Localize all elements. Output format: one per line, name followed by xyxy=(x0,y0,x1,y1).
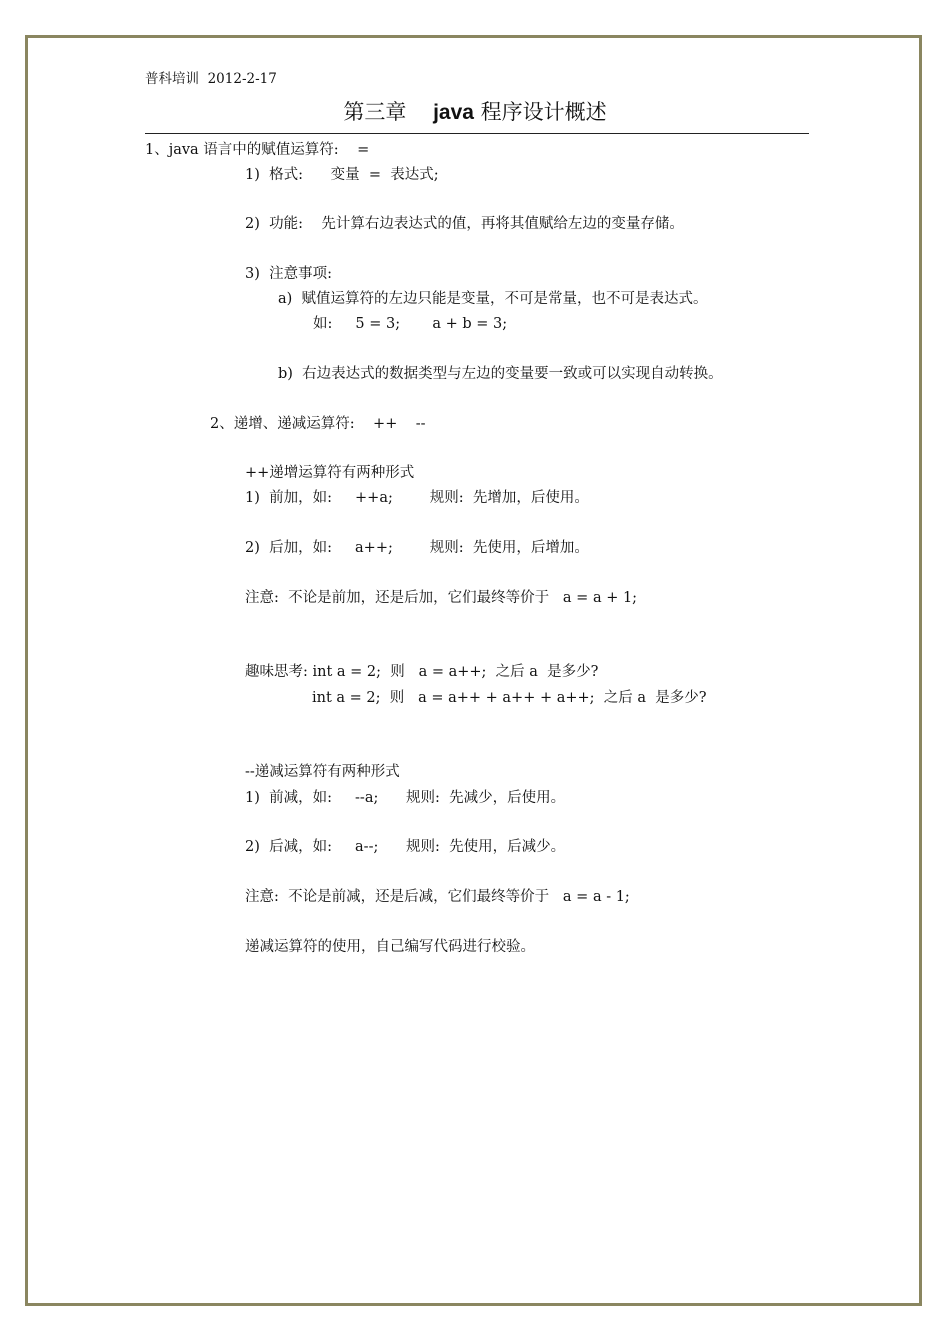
decrement-postfix: 2) 后减，如: a--; 规则: 先使用，后减少。 xyxy=(245,839,566,855)
section1-note-a: a) 赋值运算符的左边只能是变量，不可是常量，也不可是表达式。 xyxy=(278,291,708,307)
title-java: java xyxy=(433,101,474,124)
section1-item-format: 1) 格式: 变量 = 表达式; xyxy=(245,167,439,183)
section2-heading: 2、递增、递减运算符: ++ -- xyxy=(210,416,426,432)
page-title xyxy=(0,98,950,127)
decrement-prefix: 1) 前减，如: --a; 规则: 先减少，后使用。 xyxy=(245,790,566,806)
increment-prefix: 1) 前加，如: ++a; 规则: 先增加，后使用。 xyxy=(245,490,589,506)
section1-note-b: b) 右边表达式的数据类型与左边的变量要一致或可以实现自动转换。 xyxy=(278,366,723,382)
closing-note: 递减运算符的使用，自己编写代码进行校验。 xyxy=(245,939,535,955)
title-rule xyxy=(145,133,809,134)
decrement-title: --递减运算符有两种形式 xyxy=(245,764,400,780)
decrement-note: 注意: 不论是前减，还是后减，它们最终等价于 a = a - 1; xyxy=(245,889,630,905)
increment-postfix: 2) 后加，如: a++; 规则: 先使用，后增加。 xyxy=(245,540,589,556)
section1-example: 如: 5 = 3; a + b = 3; xyxy=(313,316,508,332)
quiz-question-1: 趣味思考: int a = 2; 则 a = a++; 之后 a 是多少? xyxy=(245,664,599,680)
header-note: 普科培训 2012-2-17 xyxy=(145,71,277,87)
section1-item-notes: 3) 注意事项: xyxy=(245,266,332,282)
increment-note: 注意: 不论是前加，还是后加，它们最终等价于 a = a + 1; xyxy=(245,590,638,606)
increment-title: ++递增运算符有两种形式 xyxy=(245,465,415,481)
title-suffix: 程序设计概述 xyxy=(473,100,607,124)
title-prefix: 第三章 xyxy=(343,100,434,124)
quiz-question-2: int a = 2; 则 a = a++ + a++ + a++; 之后 a 是多少? xyxy=(312,690,707,706)
section1-heading: 1、java 语言中的赋值运算符: = xyxy=(145,142,370,158)
section1-item-function: 2) 功能: 先计算右边表达式的值，再将其值赋给左边的变量存储。 xyxy=(245,216,684,232)
